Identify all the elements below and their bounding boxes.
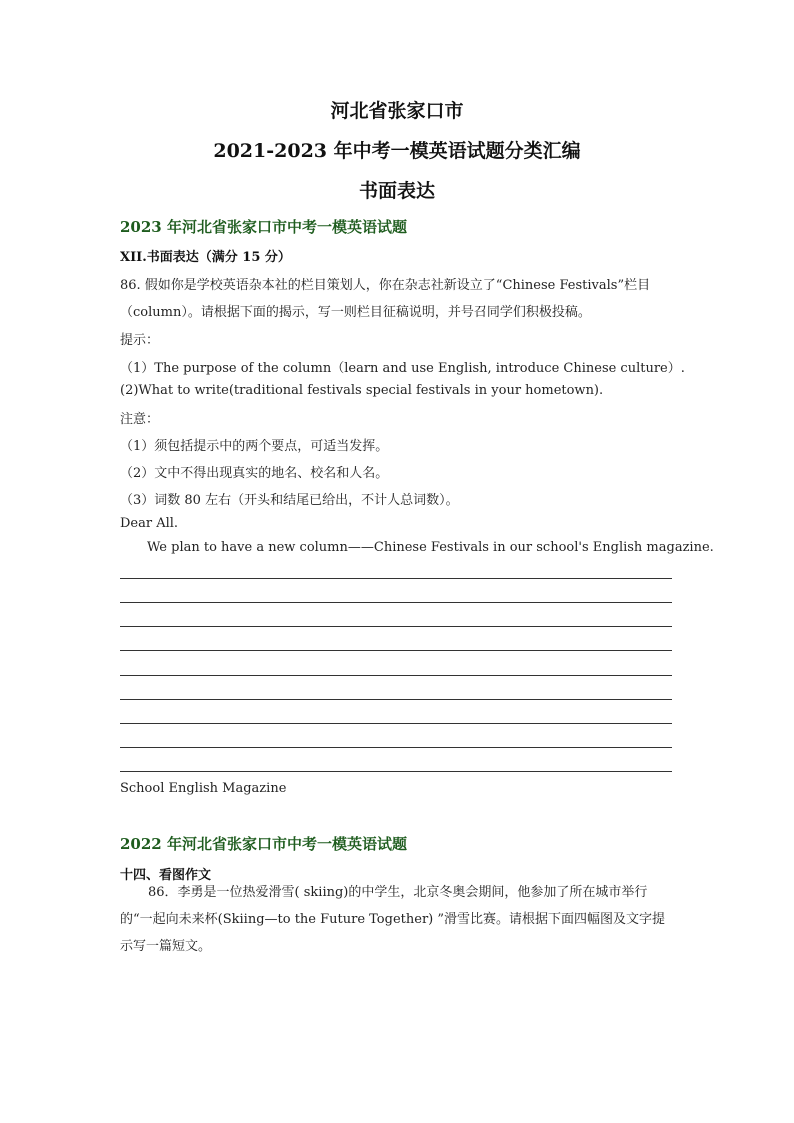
part-heading-2023: XII.书面表达（满分 15 分）: [120, 250, 291, 265]
writing-line: [120, 578, 672, 579]
letter-signoff: School English Magazine: [120, 781, 287, 796]
letter-greeting: Dear All.: [120, 516, 179, 531]
note-1: （1）须包括提示中的两个要点，可适当发挥。: [120, 439, 389, 454]
doc-title-topic: 书面表达: [358, 180, 435, 202]
tip-1: （1）The purpose of the column（learn and use English, introduce Chinese culture）.: [120, 361, 685, 376]
question-paragraph-2022: 86．李勇是一位热爱滑雪( skiing)的中学生，北京冬奥会期间，他参加了所在城市举行的“一起向未来杯(Skiing—to the Future Together) ”滑雪比赛。请根据下面四幅图及文字提示写一篇短文。: [120, 885, 666, 954]
writing-line: [120, 699, 672, 700]
writing-line: [120, 675, 672, 676]
letter-opening: We plan to have a new column——Chinese Festivals in our school's English magazine.: [147, 540, 714, 555]
question-line-1: 86. 假如你是学校英语杂本社的栏目策划人，你在杂志社新设立了“Chinese Festivals”栏目: [120, 278, 651, 293]
notes-label: 注意：: [120, 412, 160, 427]
writing-line: [120, 723, 672, 724]
doc-title-region: 河北省张家口市: [330, 100, 464, 122]
note-3: （3）词数 80 左右（开头和结尾已给出，不计人总词数）。: [120, 493, 459, 508]
writing-line: [120, 602, 672, 603]
writing-line: [120, 650, 672, 651]
question-line-2: （column）。请根据下面的揭示，写一则栏目征稿说明，并号召同学们积极投稿。: [120, 305, 591, 320]
writing-line: [120, 747, 672, 748]
part-heading-2022: 十四、看图作文: [120, 868, 212, 883]
tip-2: (2)What to write(traditional festivals special festivals in your hometown).: [120, 383, 604, 398]
note-2: （2）文中不得出现真实的地名、校名和人名。: [120, 466, 389, 481]
tips-label: 提示：: [120, 333, 160, 348]
writing-line: [120, 771, 672, 772]
doc-title-series: 2021-2023 年中考一模英语试题分类汇编: [213, 140, 581, 162]
section-heading-2023: 2023 年河北省张家口市中考一模英语试题: [120, 218, 407, 236]
writing-line: [120, 626, 672, 627]
section-heading-2022: 2022 年河北省张家口市中考一模英语试题: [120, 835, 407, 853]
